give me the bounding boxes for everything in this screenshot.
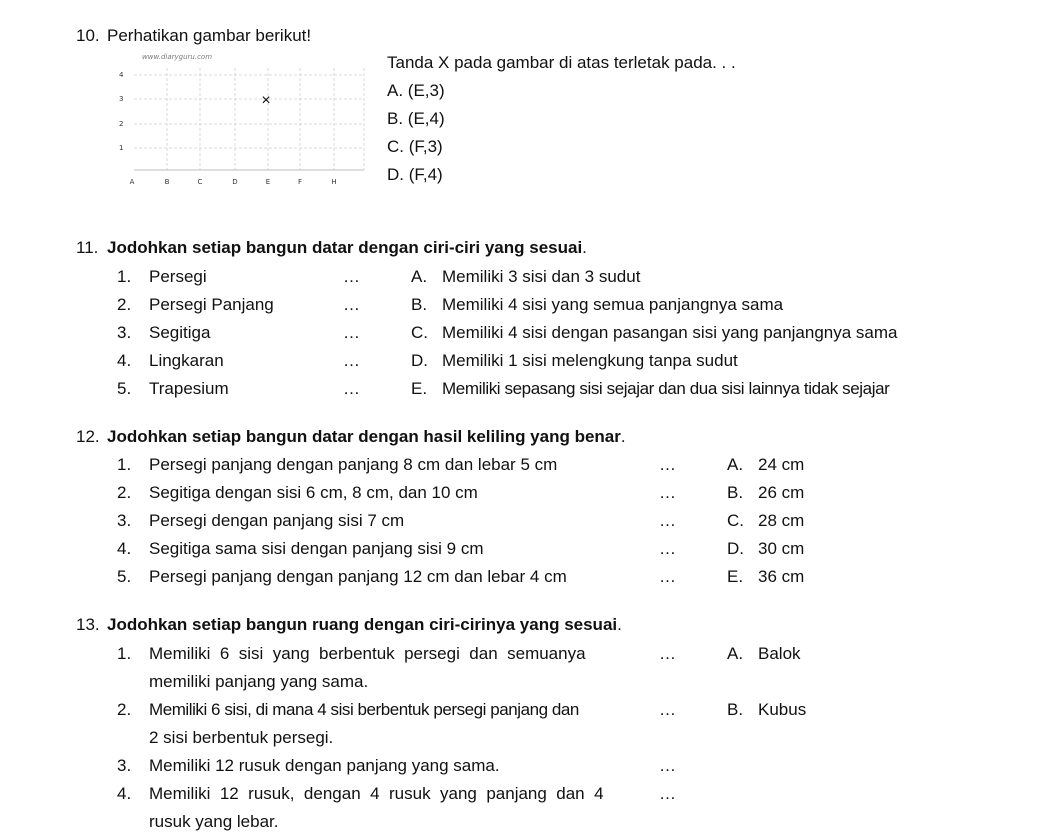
q13-right-text-b: Kubus (758, 700, 807, 719)
q12-dots-5[interactable]: … (659, 567, 676, 586)
q13-left-line2-4: rusuk yang lebar. (149, 812, 279, 831)
q11-left-text-5: Trapesium (149, 379, 229, 398)
q11-right-letter-c: C. (411, 323, 428, 342)
q12-left-num-3: 3. (117, 511, 132, 530)
q13-heading (107, 615, 622, 635)
q13-right-letter-a: A. (727, 644, 744, 663)
q12-left-text-2: Segitiga dengan sisi 6 cm, 8 cm, dan 10 cm (149, 483, 478, 502)
x-tick-label: H (331, 178, 337, 186)
q11-left-num-1: 1. (117, 267, 132, 286)
q11-right-text-b: Memiliki 4 sisi yang semua panjangnya sama (442, 295, 784, 314)
q12-right-letter-d: D. (727, 539, 744, 558)
q11-dots-1[interactable]: … (343, 267, 360, 286)
q13-dots-2[interactable]: … (659, 700, 676, 719)
q13-left-num-3: 3. (117, 756, 132, 775)
q12-title: Jodohkan setiap bangun datar dengan hasil keliling yang benar (107, 427, 621, 446)
q10-number: 10. (76, 26, 100, 45)
q11-left-num-2: 2. (117, 295, 132, 314)
q12-left-text-4: Segitiga sama sisi dengan panjang sisi 9 cm (149, 539, 484, 558)
q12-number: 12. (76, 427, 100, 446)
y-tick-label: 2 (119, 120, 124, 128)
x-tick-label: C (197, 178, 203, 186)
q12-right-text-b: 26 cm (758, 483, 805, 502)
q11-left-text-2: Persegi Panjang (149, 295, 274, 314)
q10-title: Perhatikan gambar berikut! (107, 26, 312, 45)
q13-left-line2-1: memiliki panjang yang sama. (149, 672, 369, 691)
q12-dots-1[interactable]: … (659, 455, 676, 474)
q13-left-num-1: 1. (117, 644, 132, 663)
q11-right-letter-e: E. (411, 379, 428, 398)
q12-right-text-c: 28 cm (758, 511, 805, 530)
x-tick-label: D (232, 178, 238, 186)
q11-left-text-1: Persegi (149, 267, 207, 286)
q12-right-letter-a: A. (727, 455, 744, 474)
q12-right-letter-e: E. (727, 567, 744, 586)
x-tick-label: A (129, 178, 135, 186)
q11-left-num-3: 3. (117, 323, 132, 342)
q11-right-text-c: Memiliki 4 sisi dengan pasangan sisi yang panjangnya sama (442, 323, 898, 342)
q10-question: Tanda X pada gambar di atas terletak pada. . . (387, 53, 736, 72)
q11-period: . (582, 238, 587, 257)
q12-left-num-1: 1. (117, 455, 132, 474)
q13-left-line1-3: Memiliki 12 rusuk dengan panjang yang sama. (149, 756, 500, 775)
q11-right-letter-a: A. (411, 267, 428, 286)
q12-left-num-4: 4. (117, 539, 132, 558)
q12-left-num-5: 5. (117, 567, 132, 586)
q11-right-letter-d: D. (411, 351, 428, 370)
q13-dots-4[interactable]: … (659, 784, 676, 803)
y-tick-label: 4 (119, 71, 124, 79)
q12-left-text-3: Persegi dengan panjang sisi 7 cm (149, 511, 405, 530)
q13-period: . (617, 615, 622, 634)
q12-right-text-e: 36 cm (758, 567, 805, 586)
q12-left-num-2: 2. (117, 483, 132, 502)
q11-right-letter-b: B. (411, 295, 428, 314)
q12-right-text-a: 24 cm (758, 455, 805, 474)
q13-title: Jodohkan setiap bangun ruang dengan ciri-cirinya yang sesuai (107, 615, 618, 634)
q10-option-a[interactable]: A. (E,3) (387, 81, 445, 100)
q12-dots-3[interactable]: … (659, 511, 676, 530)
q11-dots-3[interactable]: … (343, 323, 360, 342)
q13-left-line2-2: 2 sisi berbentuk persegi. (149, 728, 334, 747)
coordinate-grid (112, 50, 374, 192)
q13-right-text-a: Balok (758, 644, 801, 663)
q12-dots-2[interactable]: … (659, 483, 676, 502)
grid-lines (134, 68, 364, 170)
q12-dots-4[interactable]: … (659, 539, 676, 558)
q11-heading (107, 238, 587, 258)
q12-period: . (620, 427, 626, 446)
y-tick-label: 1 (119, 144, 124, 152)
q12-right-text-d: 30 cm (758, 539, 805, 558)
q11-left-num-4: 4. (117, 351, 132, 370)
q11-title: Jodohkan setiap bangun datar dengan ciri-ciri yang sesuai (107, 238, 583, 257)
q11-left-num-5: 5. (117, 379, 132, 398)
q13-left-line1-4: Memiliki 12 rusuk, dengan 4 rusuk yang panjang dan 4 (149, 784, 604, 803)
q13-left-line1-1: Memiliki 6 sisi yang berbentuk persegi dan semuanya (149, 644, 586, 663)
q10-option-c[interactable]: C. (F,3) (387, 137, 443, 156)
q13-dots-1[interactable]: … (659, 644, 676, 663)
q11-dots-2[interactable]: … (343, 295, 360, 314)
q12-left-text-5: Persegi panjang dengan panjang 12 cm dan lebar 4 cm (149, 567, 567, 586)
coordinate-grid-svg (112, 50, 374, 192)
q13-left-num-2: 2. (117, 700, 132, 719)
q12-heading (107, 427, 626, 447)
q11-dots-5[interactable]: … (343, 379, 360, 398)
q11-right-text-e: Memiliki sepasang sisi sejajar dan dua sisi lainnya tidak sejajar (442, 379, 890, 398)
q11-right-text-d: Memiliki 1 sisi melengkung tanpa sudut (442, 351, 738, 370)
q13-left-line1-2: Memiliki 6 sisi, di mana 4 sisi berbentuk persegi panjang dan (149, 700, 579, 719)
x-tick-label: E (265, 178, 271, 186)
q11-left-text-4: Lingkaran (149, 351, 224, 370)
q12-right-letter-b: B. (727, 483, 744, 502)
q11-number: 11. (76, 238, 99, 257)
q13-left-num-4: 4. (117, 784, 132, 803)
q13-dots-3[interactable]: … (659, 756, 676, 775)
q10-option-d[interactable]: D. (F,4) (387, 165, 443, 184)
q13-number: 13. (76, 615, 100, 634)
y-tick-label: 3 (119, 95, 124, 103)
q11-left-text-3: Segitiga (149, 323, 211, 342)
q12-right-letter-c: C. (727, 511, 744, 530)
q12-left-text-1: Persegi panjang dengan panjang 8 cm dan lebar 5 cm (149, 455, 558, 474)
watermark: www.diaryguru.com (142, 53, 213, 61)
x-marker: × (261, 92, 271, 109)
q10-option-b[interactable]: B. (E,4) (387, 109, 445, 128)
x-tick-label: B (164, 178, 170, 186)
q13-right-letter-b: B. (727, 700, 744, 719)
q11-dots-4[interactable]: … (343, 351, 360, 370)
q11-right-text-a: Memiliki 3 sisi dan 3 sudut (442, 267, 641, 286)
x-tick-label: F (297, 178, 303, 186)
